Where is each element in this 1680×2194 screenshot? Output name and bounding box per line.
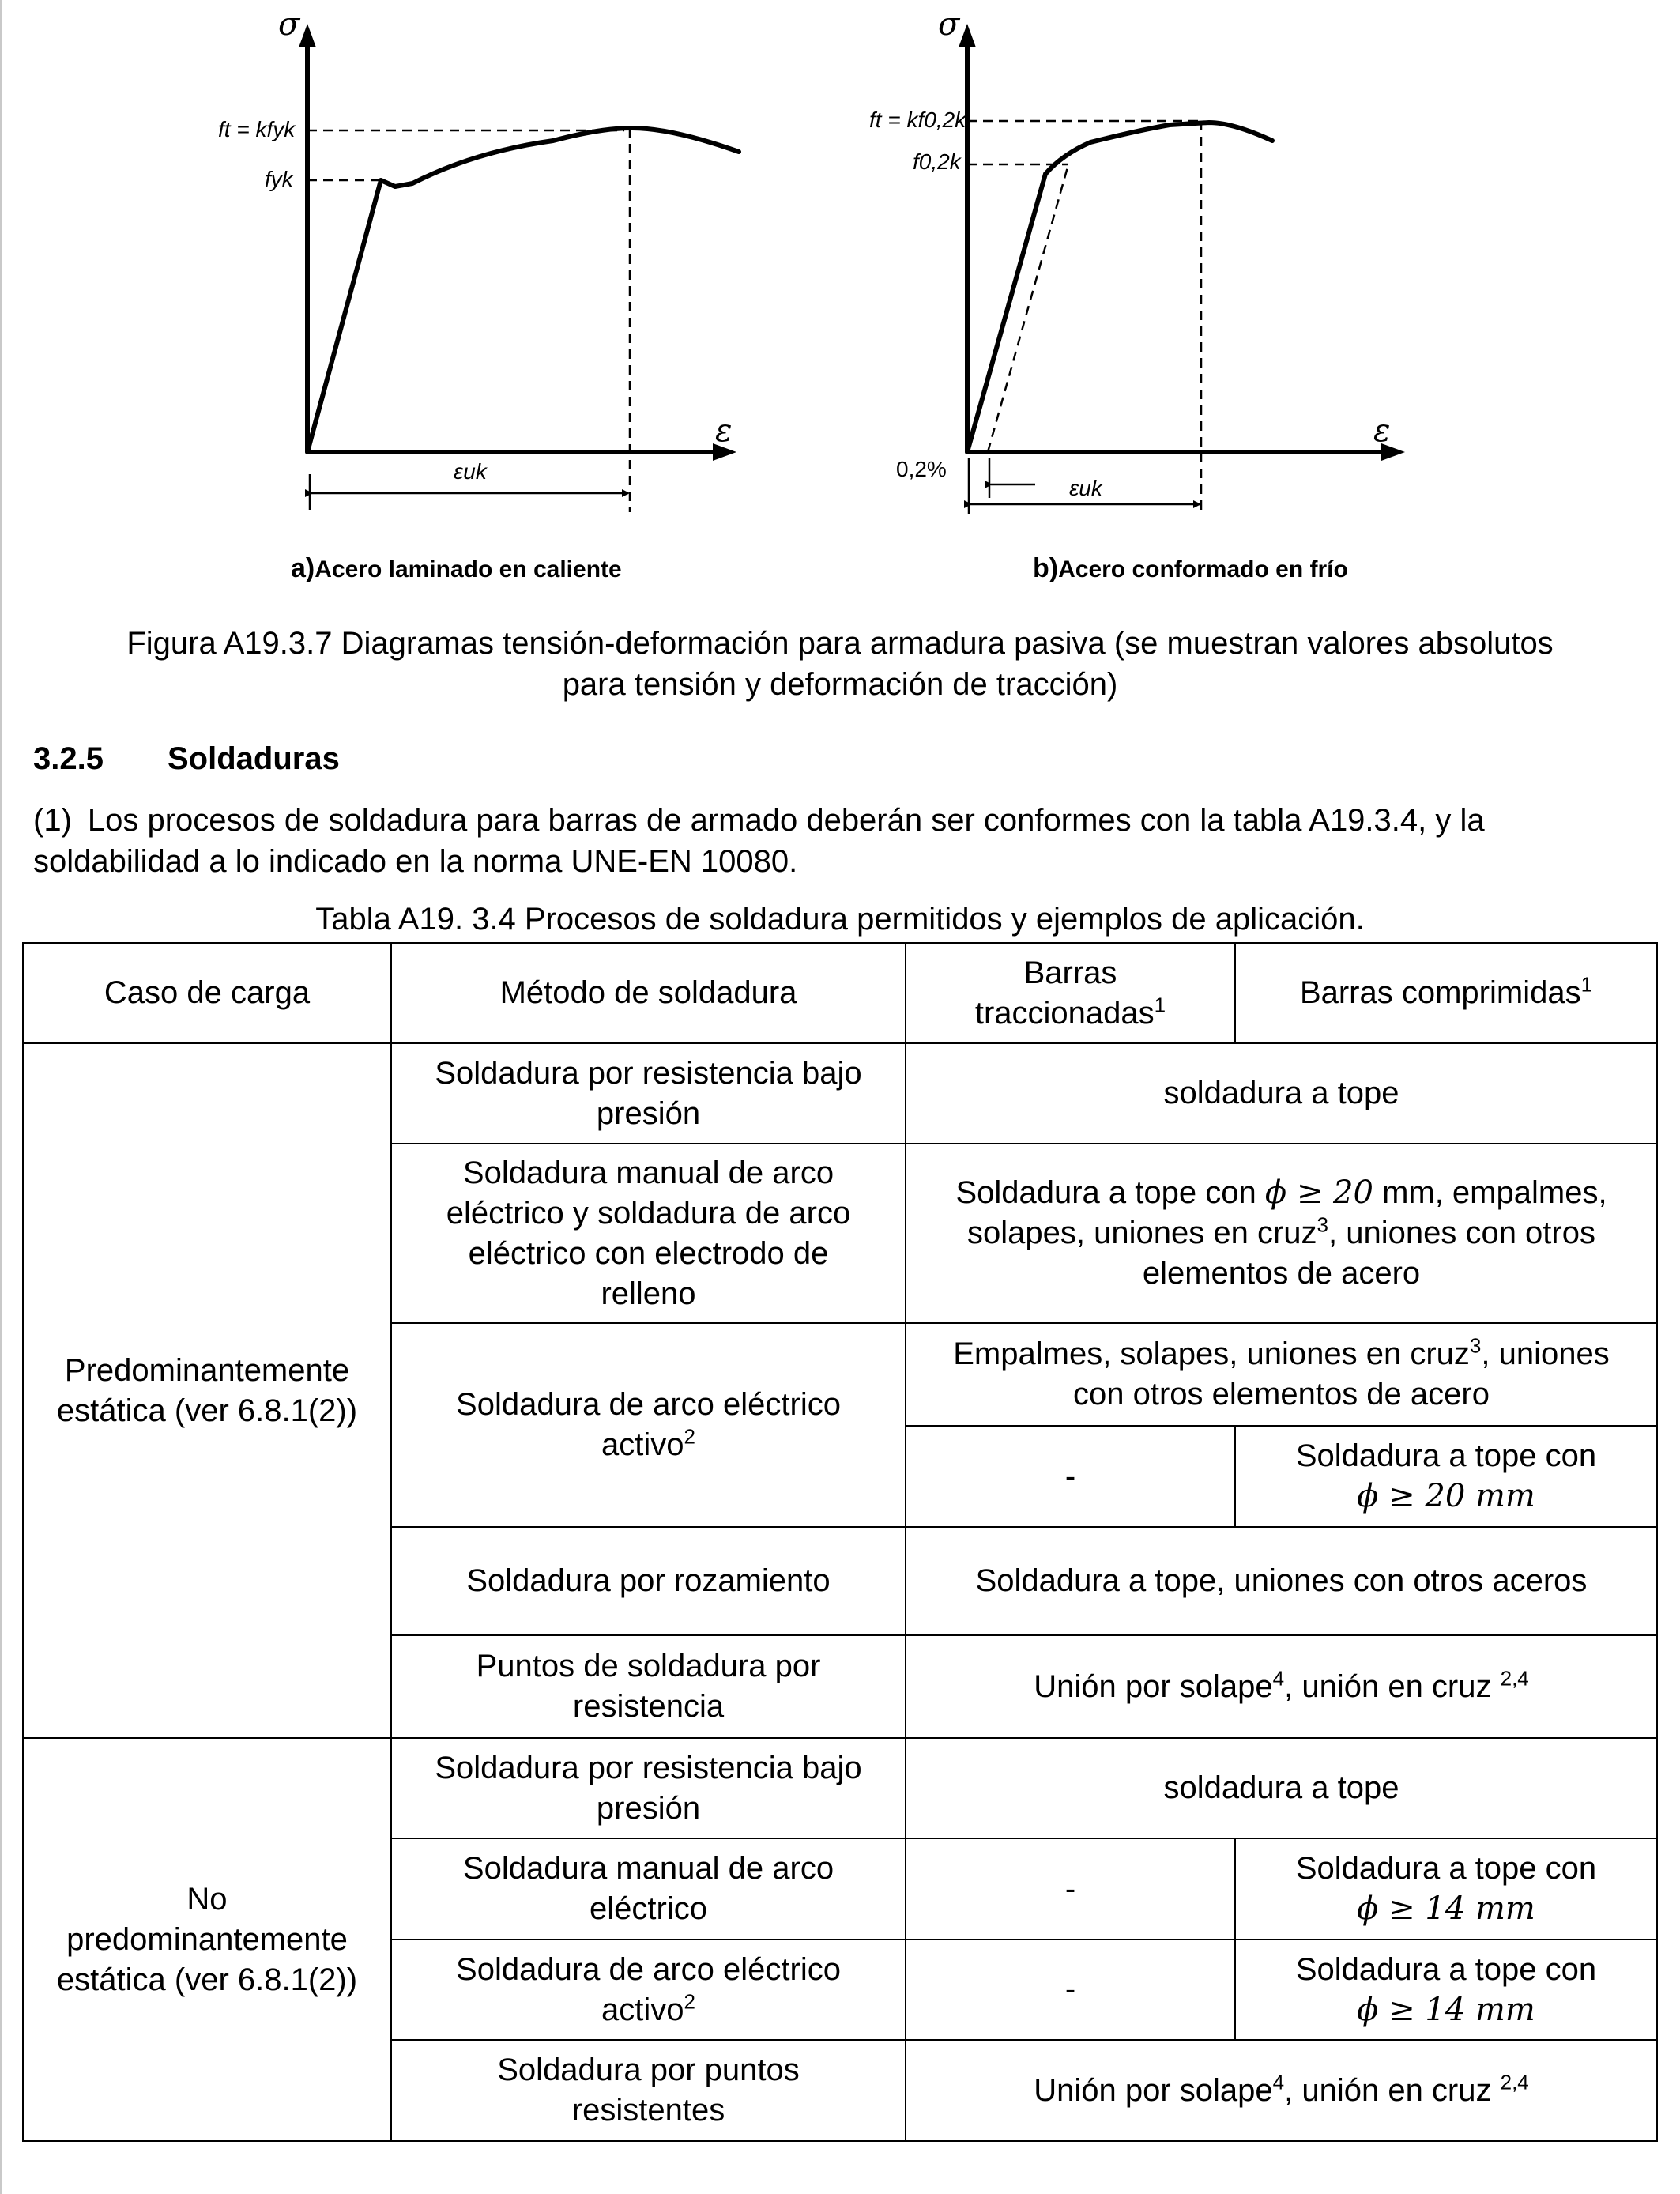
application-cell: Unión por solape$^4$, unión en cruz $^{2,4}$ [906, 1635, 1657, 1738]
tension-cell: - [906, 1426, 1235, 1527]
f02-label-b: f0,2k [913, 149, 961, 174]
application-cell: Unión por solape$^4$, unión en cruz $^{2,4}$ [906, 2040, 1657, 2141]
case-not-predominantly-static: No predominantemente estática (ver 6.8.1(2)) [23, 1738, 391, 2141]
paragraph-line-1: (1) Los procesos de soldadura para barras de armado deberán ser conformes con la tabla A19.3.4, y la [33, 803, 1485, 838]
method-cell: Soldadura por puntos resistentes [391, 2040, 906, 2141]
euk-label-a: εuk [454, 459, 487, 484]
table-header-row [23, 943, 1657, 1043]
figure-caption-line-2: para tensión y deformación de tracción) [562, 667, 1118, 702]
application-cell: Empalmes, solapes, uniones en cruz$^3$, uniones con otros elementos de acero [906, 1323, 1657, 1426]
method-cell: Soldadura manual de arco eléctrico y soldadura de arco eléctrico con electrodo de relleno [391, 1144, 906, 1323]
method-cell: Soldadura de arco eléctrico activo$^2$ [391, 1323, 906, 1527]
curve-cold-formed [967, 123, 1272, 452]
figure-caption [32, 623, 1648, 705]
method-cell: Soldadura por resistencia bajo presión [391, 1738, 906, 1838]
header-metodo: Método de soldadura [391, 943, 906, 1043]
offset-line-b [988, 164, 1068, 452]
ft-label-b: ft = kf0,2k [869, 107, 966, 132]
method-cell: Soldadura por resistencia bajo presión [391, 1043, 906, 1144]
table-row [23, 1738, 1657, 1838]
welding-table [22, 942, 1658, 2142]
stress-strain-figure [0, 0, 1680, 601]
caption-a: a)Acero laminado en caliente [291, 553, 622, 583]
offset-label-b: 0,2% [896, 457, 947, 481]
table-caption: Tabla A19. 3.4 Procesos de soldadura permitidos y ejemplos de aplicación. [315, 902, 1365, 937]
sigma-label-a: σ [278, 6, 300, 43]
header-traccionadas [906, 943, 1235, 1043]
curve-hot-rolled [307, 128, 739, 452]
section-number: 3.2.5 [33, 741, 104, 776]
figure-caption-line-1: Figura A19.3.7 Diagramas tensión-deformación para armadura pasiva (se muestran valores absolutos [126, 626, 1554, 661]
application-cell: Soldadura a tope, uniones con otros aceros [906, 1527, 1657, 1635]
sigma-arrow-a [299, 24, 316, 47]
application-cell: soldadura a tope [906, 1738, 1657, 1838]
section-heading [33, 741, 340, 777]
header-traccionadas-line-2: traccionadas$^1$ [974, 993, 1166, 1031]
ft-label-a: ft = kfyk [218, 117, 296, 141]
compression-cell: Soldadura a tope con ϕ ≥ 14 mm [1235, 1940, 1657, 2040]
caption-b: b)Acero conformado en frío [1033, 553, 1348, 583]
method-cell: Soldadura de arco eléctrico activo$^2$ [391, 1940, 906, 2040]
method-cell: Soldadura manual de arco eléctrico [391, 1838, 906, 1940]
header-caso: Caso de carga [23, 943, 391, 1043]
euk-label-b: εuk [1069, 476, 1102, 500]
method-cell: Puntos de soldadura por resistencia [391, 1635, 906, 1738]
case-predominantly-static: Predominantemente estática (ver 6.8.1(2)) [23, 1043, 391, 1738]
sigma-label-b: σ [938, 6, 960, 43]
method-cell: Soldadura por rozamiento [391, 1527, 906, 1635]
table-row [23, 1043, 1657, 1144]
section-title: Soldaduras [168, 741, 340, 776]
section-paragraph [33, 800, 1653, 882]
application-cell: soldadura a tope [906, 1043, 1657, 1144]
compression-cell: Soldadura a tope con ϕ ≥ 14 mm [1235, 1838, 1657, 1940]
sigma-arrow-b [959, 24, 976, 47]
paragraph-line-2: soldabilidad a lo indicado en la norma UNE-EN 10080. [33, 844, 798, 879]
fyk-label-a: fyk [265, 167, 293, 191]
diagram-b [869, 6, 1405, 583]
compression-cell: Soldadura a tope con ϕ ≥ 20 mm [1235, 1426, 1657, 1527]
epsilon-label-a: ε [715, 413, 733, 449]
tension-cell: - [906, 1940, 1235, 2040]
tension-cell: - [906, 1838, 1235, 1940]
header-traccionadas-line-1: Barras [1023, 955, 1117, 990]
application-cell: Soldadura a tope con ϕ ≥ 20 mm, empalmes, solapes, uniones en cruz$^3$, uniones con otros elementos de acero [906, 1144, 1657, 1323]
epsilon-label-b: ε [1373, 413, 1391, 449]
header-comprimidas: Barras comprimidas$^1$ [1235, 943, 1657, 1043]
diagram-a [218, 6, 739, 583]
